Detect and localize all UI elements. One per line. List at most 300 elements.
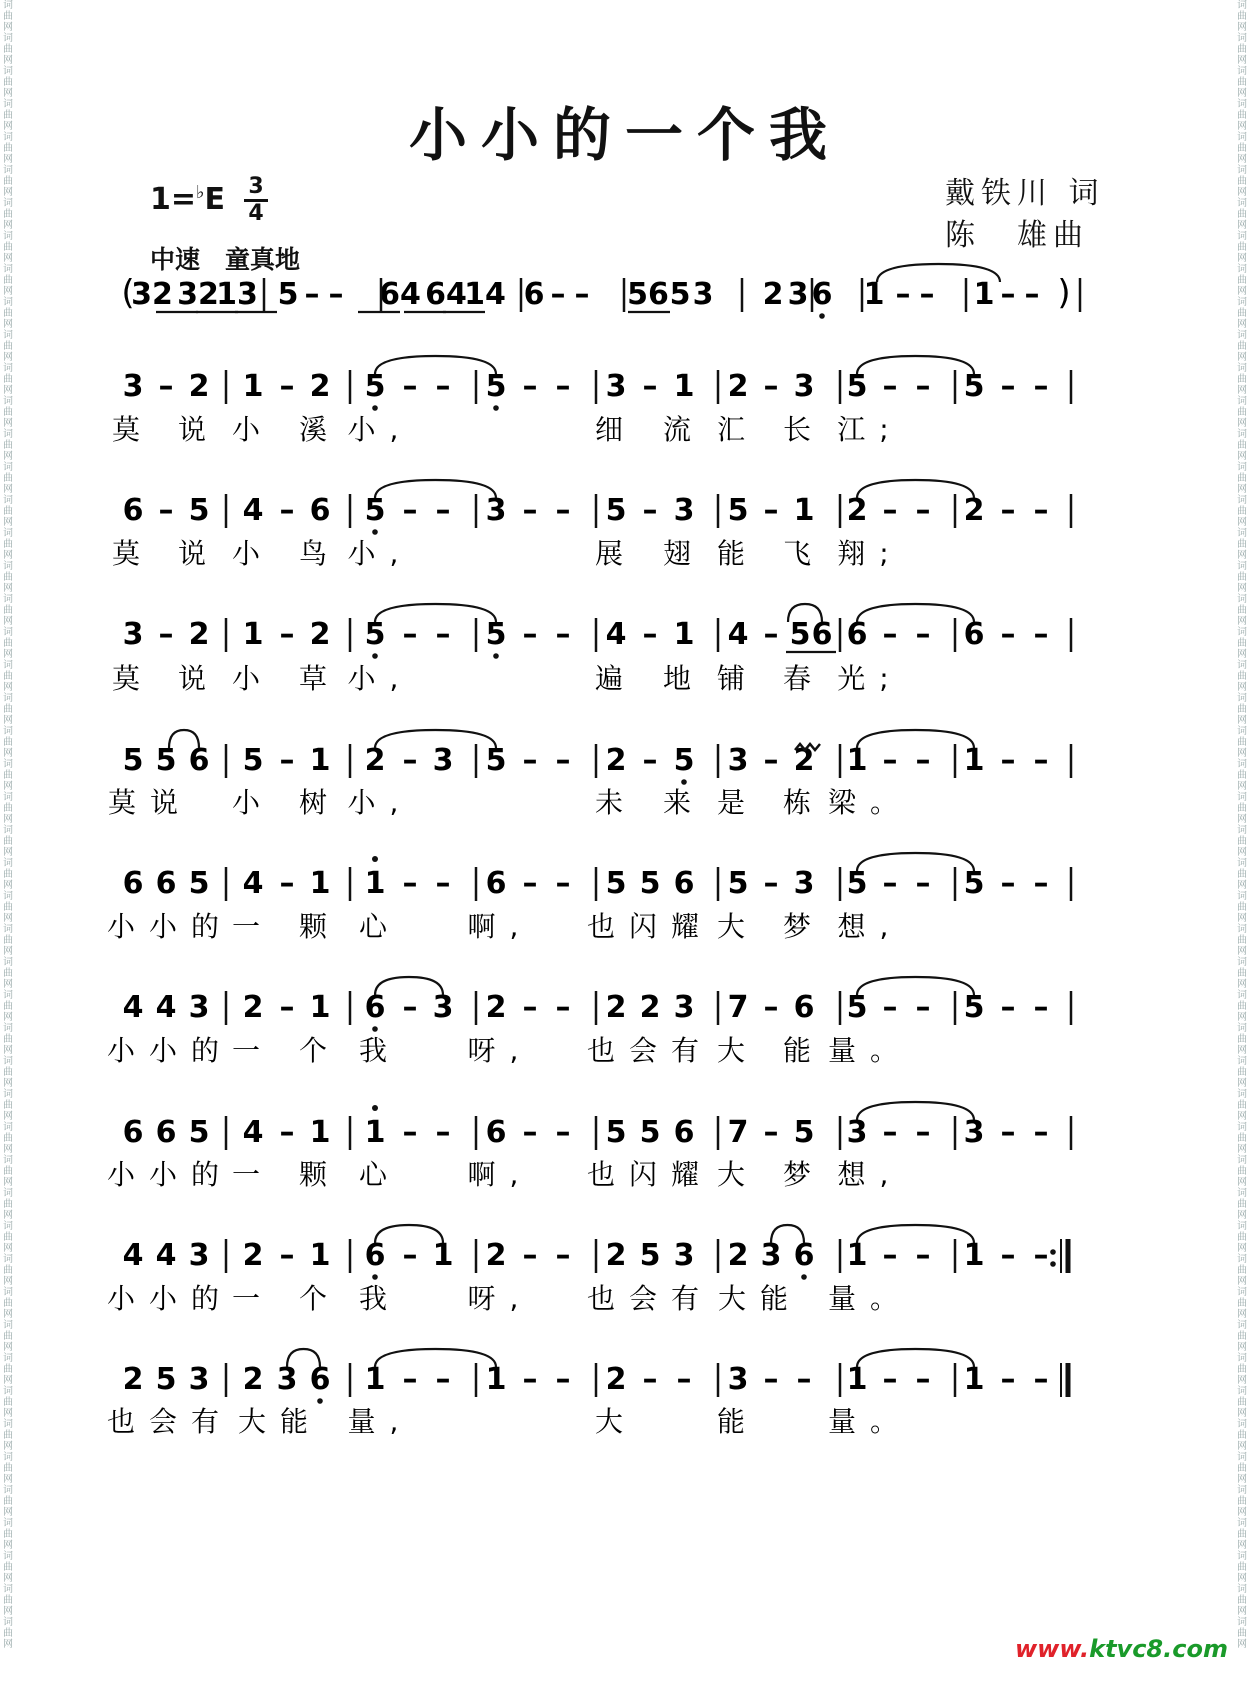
note: 1 xyxy=(364,1115,386,1150)
margin-mark: 曲 xyxy=(1237,1331,1247,1342)
margin-mark: 网 xyxy=(1237,319,1247,330)
margin-mark: 网 xyxy=(3,979,13,990)
margin-mark: 网 xyxy=(1237,781,1247,792)
lyric: 细 xyxy=(594,413,638,446)
lyric: 大 xyxy=(716,910,760,943)
margin-mark: 曲 xyxy=(1237,440,1247,451)
margin-mark: 词 xyxy=(3,693,13,704)
lyric: 莫说 xyxy=(107,786,193,819)
margin-mark: 曲 xyxy=(3,506,13,517)
margin-mark: 网 xyxy=(3,1375,13,1386)
dash: – xyxy=(522,617,538,652)
margin-mark: 曲 xyxy=(1237,1397,1247,1408)
margin-mark: 曲 xyxy=(1237,1529,1247,1540)
margin-mark: 网 xyxy=(3,649,13,660)
margin-mark: 网 xyxy=(3,715,13,726)
margin-mark: 网 xyxy=(3,1111,13,1122)
note: 2 xyxy=(727,369,749,404)
margin-mark: 词 xyxy=(1237,528,1247,539)
intro-note: – xyxy=(1024,277,1040,312)
note: 5 xyxy=(605,866,627,901)
margin-mark: 网 xyxy=(3,1342,13,1353)
margin-mark: 词 xyxy=(1237,1353,1247,1364)
margin-mark: 词 xyxy=(1237,363,1247,374)
margin-mark: 网 xyxy=(1237,451,1247,462)
margin-mark: 网 xyxy=(3,1276,13,1287)
note: 3 xyxy=(673,1238,695,1273)
margin-mark: 网 xyxy=(1237,517,1247,528)
margin-mark: 曲 xyxy=(1237,44,1247,55)
note: 1 xyxy=(846,1238,868,1273)
lyric: 铺 xyxy=(716,662,760,695)
lyric: 也会有 xyxy=(586,1034,714,1067)
note: 2 xyxy=(122,1362,144,1397)
lyric: 莫 xyxy=(111,413,155,446)
note: 3 xyxy=(793,866,815,901)
note: 3 xyxy=(673,493,695,528)
margin-mark: 词 xyxy=(1237,1221,1247,1232)
margin-mark: 曲 xyxy=(3,1067,13,1078)
dash: – xyxy=(642,617,658,652)
margin-mark: 网 xyxy=(3,187,13,198)
intro-close-paren: ) xyxy=(1057,273,1071,313)
lyric: 呀, xyxy=(467,1034,533,1067)
margin-mark: 词 xyxy=(1237,792,1247,803)
margin-mark: 词 xyxy=(3,1485,13,1496)
margin-mark: 网 xyxy=(1237,682,1247,693)
margin-mark: 网 xyxy=(1237,1144,1247,1155)
margin-mark: 曲 xyxy=(3,1298,13,1309)
note: 1 xyxy=(309,1115,331,1150)
lyric: 能 xyxy=(782,1034,826,1067)
lyric: 量。 xyxy=(827,1405,913,1438)
margin-mark: 词 xyxy=(1237,1386,1247,1397)
margin-mark: 网 xyxy=(3,880,13,891)
margin-mark: 词 xyxy=(3,396,13,407)
note: 5 xyxy=(727,493,749,528)
lyric: 个 xyxy=(298,1034,342,1067)
margin-mark: 词 xyxy=(1237,660,1247,671)
margin-mark: 曲 xyxy=(3,209,13,220)
note: 2 xyxy=(242,1362,264,1397)
margin-mark: 曲 xyxy=(1237,539,1247,550)
margin-mark: 词 xyxy=(3,66,13,77)
note: 5 xyxy=(122,743,144,778)
intro-note: – xyxy=(550,277,566,312)
high-octave-dot xyxy=(372,1105,378,1111)
margin-mark: 网 xyxy=(1237,1375,1247,1386)
dash: – xyxy=(642,493,658,528)
lyric: 梁。 xyxy=(827,786,913,819)
margin-mark: 词 xyxy=(3,1386,13,1397)
note: 6 xyxy=(309,1362,331,1397)
margin-mark: 曲 xyxy=(1237,1628,1247,1639)
margin-mark: 网 xyxy=(1237,1276,1247,1287)
lyric: 量, xyxy=(347,1405,413,1438)
lyric: 量。 xyxy=(827,1034,913,1067)
dash: – xyxy=(158,493,174,528)
margin-mark: 词 xyxy=(1237,957,1247,968)
dash: – xyxy=(1033,866,1049,901)
note: 4 xyxy=(242,493,264,528)
intro-note: – xyxy=(304,277,320,312)
margin-mark: 网 xyxy=(1237,121,1247,132)
dash: – xyxy=(915,1115,931,1150)
lyric: 小 xyxy=(231,537,275,570)
margin-mark: 曲 xyxy=(1237,176,1247,187)
margin-mark: 网 xyxy=(3,748,13,759)
dash: – xyxy=(435,369,451,404)
margin-mark: 词 xyxy=(3,198,13,209)
margin-mark: 曲 xyxy=(1237,638,1247,649)
margin-mark: 曲 xyxy=(3,44,13,55)
dash: – xyxy=(1000,1115,1016,1150)
note: 3 xyxy=(963,1115,985,1150)
note: 5 xyxy=(605,493,627,528)
lyric: 溪 xyxy=(298,413,342,446)
intro-note: 32 xyxy=(177,277,219,312)
margin-mark: 曲 xyxy=(3,407,13,418)
margin-mark: 词 xyxy=(1237,924,1247,935)
watermark-domain: ktvc8.com xyxy=(1089,1635,1228,1663)
note: 5 xyxy=(963,866,985,901)
note: 4 xyxy=(155,1238,177,1273)
dash: – xyxy=(763,369,779,404)
note: 1 xyxy=(963,743,985,778)
margin-mark: 词 xyxy=(3,1584,13,1595)
margin-mark: 词 xyxy=(3,462,13,473)
margin-mark: 曲 xyxy=(3,737,13,748)
margin-mark: 词 xyxy=(3,726,13,737)
note: 5 xyxy=(846,866,868,901)
note: 7 xyxy=(727,1115,749,1150)
note: 1 xyxy=(963,1238,985,1273)
margin-mark: 网 xyxy=(1237,1045,1247,1056)
lyric: 一 xyxy=(231,1034,275,1067)
margin-mark: 网 xyxy=(1237,616,1247,627)
dash: – xyxy=(1033,1115,1049,1150)
margin-mark: 曲 xyxy=(1237,1595,1247,1606)
dash: – xyxy=(555,493,571,528)
margin-mark: 网 xyxy=(1237,583,1247,594)
margin-mark: 曲 xyxy=(1237,704,1247,715)
dash: – xyxy=(435,1115,451,1150)
margin-mark: 曲 xyxy=(3,440,13,451)
margin-mark: 网 xyxy=(1237,1441,1247,1452)
margin-mark: 曲 xyxy=(3,572,13,583)
margin-mark: 网 xyxy=(3,1540,13,1551)
note: 3 xyxy=(727,1362,749,1397)
margin-mark: 曲 xyxy=(3,1001,13,1012)
time-numerator: 3 xyxy=(248,174,264,199)
margin-mark: 曲 xyxy=(1237,209,1247,220)
dash: – xyxy=(522,1362,538,1397)
margin-mark: 网 xyxy=(3,1243,13,1254)
margin-mark: 网 xyxy=(3,484,13,495)
margin-mark: 词 xyxy=(3,1188,13,1199)
dash: – xyxy=(1033,369,1049,404)
margin-mark: 曲 xyxy=(1237,374,1247,385)
margin-mark: 网 xyxy=(3,1606,13,1617)
margin-mark: 曲 xyxy=(1237,506,1247,517)
dash: – xyxy=(522,1115,538,1150)
intro-note: 1 xyxy=(973,277,995,312)
note: 3 xyxy=(793,369,815,404)
dash: – xyxy=(763,1362,779,1397)
note: 3 xyxy=(485,493,507,528)
note: 2 xyxy=(485,1238,507,1273)
margin-mark: 曲 xyxy=(1237,1034,1247,1045)
lyric: 小小的 xyxy=(106,1034,234,1067)
margin-mark: 网 xyxy=(3,1441,13,1452)
dash: – xyxy=(796,1362,812,1397)
note: 5 xyxy=(188,493,210,528)
margin-mark: 网 xyxy=(3,550,13,561)
margin-mark: 曲 xyxy=(1237,671,1247,682)
margin-mark: 词 xyxy=(1237,462,1247,473)
margin-mark: 词 xyxy=(3,561,13,572)
margin-mark: 词 xyxy=(1237,165,1247,176)
dash: – xyxy=(882,1362,898,1397)
note: 6 xyxy=(963,617,985,652)
margin-mark: 曲 xyxy=(1237,308,1247,319)
margin-mark: 词 xyxy=(1237,1254,1247,1265)
note: 4 xyxy=(242,1115,264,1150)
intro-note: 2 xyxy=(762,277,784,312)
margin-mark: 曲 xyxy=(3,11,13,22)
margin-mark: 网 xyxy=(1237,418,1247,429)
intro-note: 64 xyxy=(425,277,467,312)
margin-mark: 词 xyxy=(3,1518,13,1529)
dash: – xyxy=(402,990,418,1025)
margin-mark: 曲 xyxy=(1237,275,1247,286)
note: 5 xyxy=(639,1115,661,1150)
lyric: 颗 xyxy=(298,1158,342,1191)
margin-mark: 词 xyxy=(1237,825,1247,836)
margin-mark: 网 xyxy=(3,517,13,528)
margin-mark: 网 xyxy=(1237,1639,1247,1650)
note: 1 xyxy=(846,1362,868,1397)
lyric: 能 xyxy=(716,537,760,570)
note: 7 xyxy=(727,990,749,1025)
note: 5 xyxy=(673,743,695,778)
intro-note: 5 xyxy=(277,277,299,312)
margin-mark: 曲 xyxy=(3,1529,13,1540)
dash: – xyxy=(1000,617,1016,652)
margin-mark: 曲 xyxy=(3,473,13,484)
margin-mark: 网 xyxy=(1237,979,1247,990)
lyric: 大 xyxy=(716,1158,760,1191)
margin-mark: 网 xyxy=(3,352,13,363)
margin-mark: 曲 xyxy=(3,1430,13,1441)
note: 2 xyxy=(793,743,815,778)
time-denominator: 4 xyxy=(248,201,264,226)
margin-mark: 词 xyxy=(3,924,13,935)
lyric: 鸟 xyxy=(298,537,342,570)
margin-mark: 网 xyxy=(1237,286,1247,297)
margin-mark: 曲 xyxy=(1237,836,1247,847)
lyric: 梦 xyxy=(782,1158,826,1191)
margin-mark: 曲 xyxy=(1237,968,1247,979)
margin-mark: 网 xyxy=(3,1078,13,1089)
note: 5 xyxy=(793,1115,815,1150)
note: 2 xyxy=(188,617,210,652)
margin-mark: 词 xyxy=(3,1452,13,1463)
dash: – xyxy=(642,369,658,404)
note: 6 xyxy=(122,1115,144,1150)
margin-mark: 曲 xyxy=(1237,143,1247,154)
note: 3 xyxy=(605,369,627,404)
margin-mark: 词 xyxy=(3,1254,13,1265)
margin-mark: 词 xyxy=(3,231,13,242)
lyric: 想, xyxy=(837,910,903,943)
margin-mark: 词 xyxy=(3,528,13,539)
dash: – xyxy=(1000,1362,1016,1397)
lyric: 梦 xyxy=(782,910,826,943)
margin-mark: 词 xyxy=(3,1122,13,1133)
margin-mark: 曲 xyxy=(1237,1496,1247,1507)
margin-mark: 曲 xyxy=(1237,11,1247,22)
lyric: 小, xyxy=(347,537,413,570)
dash: – xyxy=(158,617,174,652)
lyric: 小, xyxy=(347,413,413,446)
margin-mark: 词 xyxy=(1237,396,1247,407)
lyric: 小 xyxy=(231,662,275,695)
margin-mark: 词 xyxy=(1237,1518,1247,1529)
margin-mark: 网 xyxy=(1237,913,1247,924)
intro-note: 6 xyxy=(523,277,545,312)
margin-mark: 词 xyxy=(3,1056,13,1067)
site-watermark xyxy=(1015,1635,1228,1663)
margin-mark: 网 xyxy=(1237,55,1247,66)
margin-mark: 词 xyxy=(1237,1023,1247,1034)
note: 1 xyxy=(364,866,386,901)
margin-mark: 网 xyxy=(1237,649,1247,660)
note: 2 xyxy=(605,990,627,1025)
low-octave-dot xyxy=(372,529,378,535)
margin-mark: 网 xyxy=(1237,1507,1247,1518)
margin-mark: 曲 xyxy=(1237,77,1247,88)
dash: – xyxy=(882,369,898,404)
note: 5 xyxy=(846,369,868,404)
margin-mark: 网 xyxy=(1237,1210,1247,1221)
dash: – xyxy=(555,1238,571,1273)
margin-mark: 词 xyxy=(3,429,13,440)
margin-mark: 词 xyxy=(3,594,13,605)
note: 3 xyxy=(188,990,210,1025)
repeat-dot xyxy=(1050,1261,1056,1267)
note: 5 xyxy=(605,1115,627,1150)
intro-note: – xyxy=(1000,277,1016,312)
margin-mark: 网 xyxy=(1237,385,1247,396)
margin-mark: 网 xyxy=(3,55,13,66)
margin-mark: 词 xyxy=(3,825,13,836)
note: 1 xyxy=(309,866,331,901)
margin-mark: 曲 xyxy=(3,242,13,253)
lyric: 是 xyxy=(716,786,760,819)
note: 6 xyxy=(793,1238,815,1273)
margin-mark: 网 xyxy=(1237,1078,1247,1089)
note: 6 xyxy=(188,743,210,778)
margin-mark: 曲 xyxy=(1237,1067,1247,1078)
margin-mark: 词 xyxy=(3,264,13,275)
margin-mark: 词 xyxy=(3,792,13,803)
margin-mark: 曲 xyxy=(3,1100,13,1111)
margin-mark: 词 xyxy=(3,1155,13,1166)
note: 4 xyxy=(122,1238,144,1273)
margin-mark: 曲 xyxy=(3,77,13,88)
margin-mark: 网 xyxy=(3,121,13,132)
margin-mark: 曲 xyxy=(3,1364,13,1375)
margin-mark: 网 xyxy=(3,319,13,330)
lyric: 莫 xyxy=(111,537,155,570)
note: 5 xyxy=(155,1362,177,1397)
lyric: 小, xyxy=(347,662,413,695)
margin-mark: 曲 xyxy=(3,1034,13,1045)
margin-mark: 词 xyxy=(3,1617,13,1628)
margin-mark: 网 xyxy=(3,946,13,957)
margin-mark: 词 xyxy=(1237,759,1247,770)
note: 2 xyxy=(605,743,627,778)
margin-mark: 网 xyxy=(3,286,13,297)
lyric: 流 xyxy=(662,413,706,446)
note: 2 xyxy=(364,743,386,778)
dash: – xyxy=(522,990,538,1025)
margin-mark: 词 xyxy=(3,1419,13,1430)
margin-mark: 网 xyxy=(3,847,13,858)
margin-mark: 曲 xyxy=(3,374,13,385)
intro-note: 3 xyxy=(692,277,714,312)
margin-mark: 曲 xyxy=(1237,110,1247,121)
note: 1 xyxy=(364,1362,386,1397)
margin-mark: 曲 xyxy=(1237,605,1247,616)
note: 1 xyxy=(485,1362,507,1397)
intro-note: 1 xyxy=(863,277,885,312)
lyric: 小, xyxy=(347,786,413,819)
dash: – xyxy=(915,1362,931,1397)
margin-mark: 词 xyxy=(3,1089,13,1100)
intro-note: 13 xyxy=(216,277,258,312)
dash: – xyxy=(555,617,571,652)
dash: – xyxy=(522,1238,538,1273)
margin-mark: 词 xyxy=(1237,726,1247,737)
note: 5 xyxy=(155,743,177,778)
note: 4 xyxy=(122,990,144,1025)
dash: – xyxy=(1033,1238,1049,1273)
note: 2 xyxy=(188,369,210,404)
note: 2 xyxy=(605,1238,627,1273)
margin-mark: 曲 xyxy=(3,1265,13,1276)
margin-mark: 词 xyxy=(3,33,13,44)
margin-mark: 词 xyxy=(1237,66,1247,77)
margin-mark: 网 xyxy=(3,1045,13,1056)
margin-mark: 曲 xyxy=(3,1397,13,1408)
lyric: 一 xyxy=(231,1158,275,1191)
note: 3 xyxy=(122,369,144,404)
margin-mark: 曲 xyxy=(1237,770,1247,781)
repeat-dot xyxy=(1050,1249,1056,1255)
note: 1 xyxy=(432,1238,454,1273)
margin-mark: 曲 xyxy=(3,275,13,286)
dash: – xyxy=(279,493,295,528)
margin-mark: 词 xyxy=(1237,1089,1247,1100)
note: 2 xyxy=(605,1362,627,1397)
lyric: 草 xyxy=(298,662,342,695)
dash: – xyxy=(1000,990,1016,1025)
note: 5 xyxy=(963,990,985,1025)
note: 6 xyxy=(673,1115,695,1150)
margin-mark: 词 xyxy=(1237,33,1247,44)
